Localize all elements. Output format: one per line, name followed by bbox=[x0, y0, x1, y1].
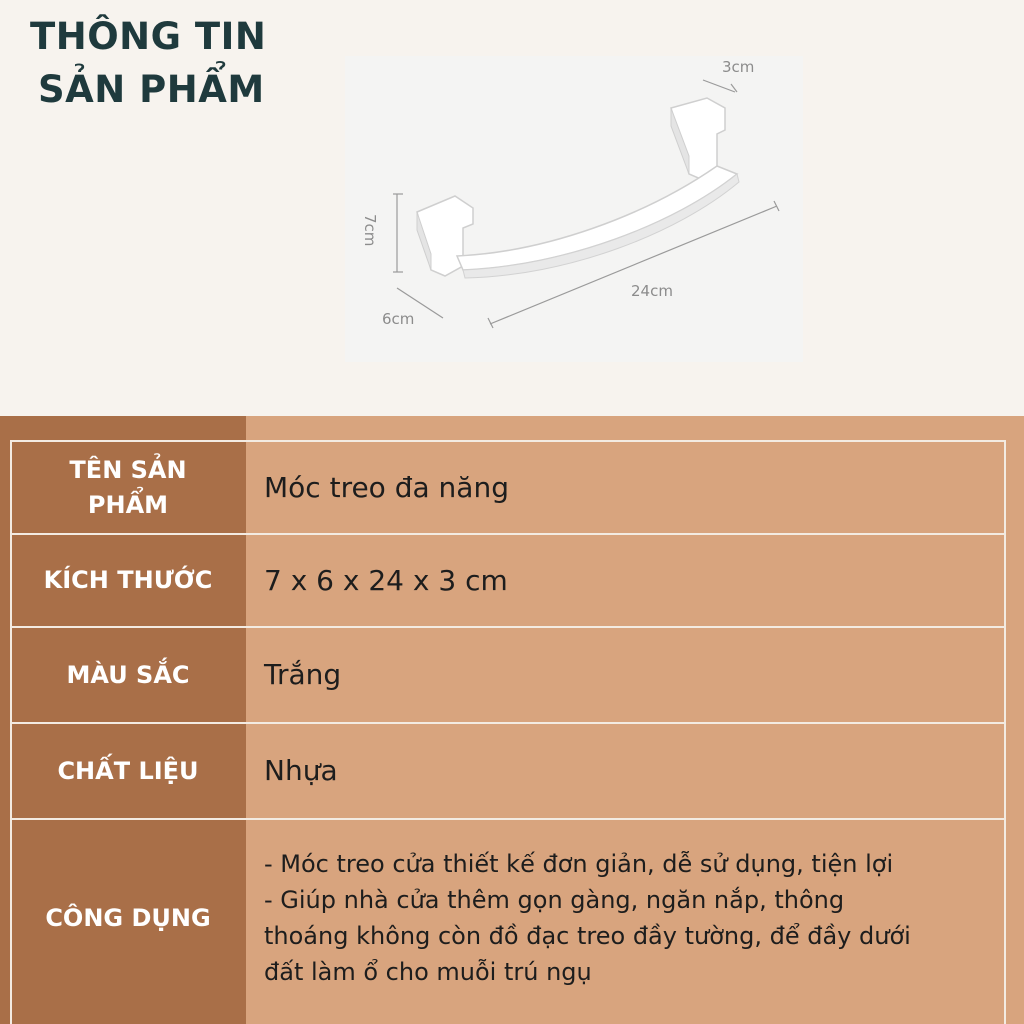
row-value: Trắng bbox=[264, 658, 342, 691]
dim-height-label: 7cm bbox=[361, 214, 379, 247]
row-value bbox=[264, 820, 996, 1016]
row-label: TÊN SẢN PHẨM bbox=[69, 455, 187, 519]
title-line-2: SẢN PHẨM bbox=[38, 68, 265, 111]
row-label: KÍCH THƯỚC bbox=[43, 566, 213, 594]
usage-line-1: - Móc treo cửa thiết kế đơn giản, dễ sử dụng, tiện lợi bbox=[264, 850, 894, 878]
table-row bbox=[10, 724, 1006, 818]
hook-illustration bbox=[417, 98, 739, 278]
table-row bbox=[10, 820, 1006, 1016]
page-title bbox=[30, 10, 266, 116]
row-value: 7 x 6 x 24 x 3 cm bbox=[264, 563, 508, 597]
row-label: CHẤT LIỆU bbox=[57, 756, 199, 785]
dim-top-label: 3cm bbox=[722, 58, 755, 76]
table-row bbox=[10, 628, 1006, 722]
usage-line-4: đất làm ổ cho muỗi trú ngụ bbox=[264, 958, 592, 986]
dim-length-label: 24cm bbox=[631, 282, 673, 300]
usage-line-3: thoáng không còn đồ đạc treo đầy tường, để đầy dưới bbox=[264, 922, 911, 950]
title-line-1: THÔNG TIN bbox=[30, 15, 267, 58]
row-value: Nhựa bbox=[264, 754, 338, 787]
row-value: Móc treo đa năng bbox=[264, 470, 509, 504]
table-row bbox=[10, 535, 1006, 626]
row-label: MÀU SẮC bbox=[66, 660, 190, 689]
usage-line-2: - Giúp nhà cửa thêm gọn gàng, ngăn nắp, thông bbox=[264, 886, 845, 914]
table-row bbox=[10, 442, 1006, 533]
product-image bbox=[345, 56, 803, 362]
dim-depth-label: 6cm bbox=[382, 310, 415, 328]
row-label: CÔNG DỤNG bbox=[45, 903, 211, 932]
info-table bbox=[0, 416, 1024, 1024]
